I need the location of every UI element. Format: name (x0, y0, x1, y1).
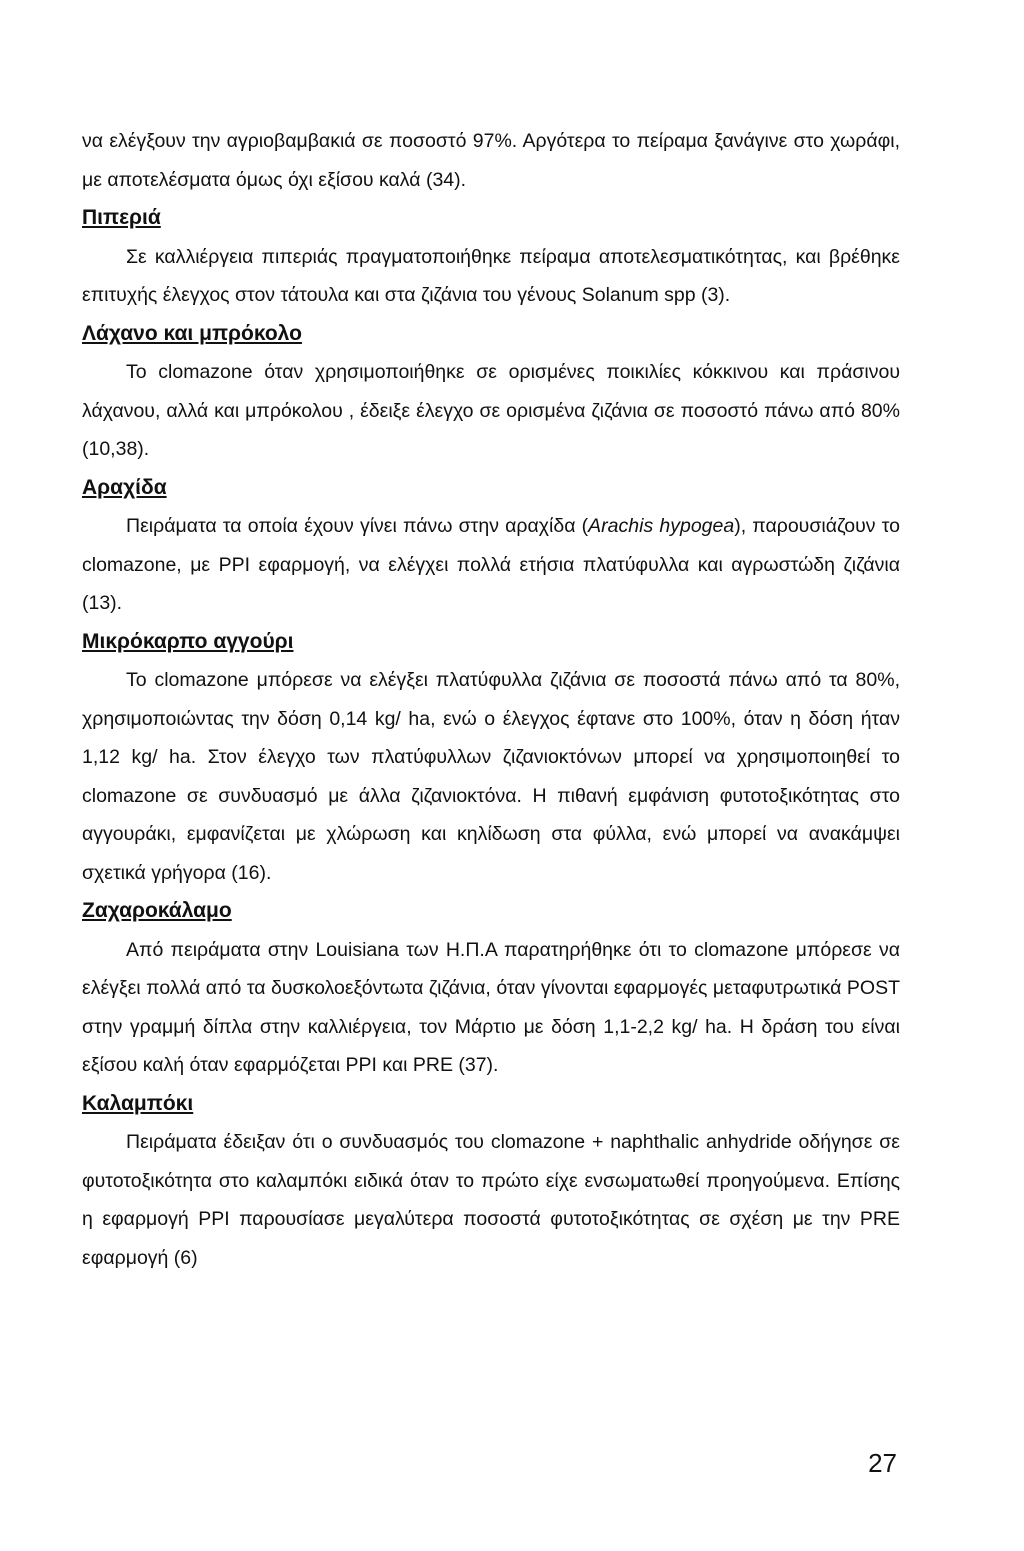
intro-paragraph: να ελέγξουν την αγριοβαμβακιά σε ποσοστό 97%. Αργότερα το πείραμα ξανάγινε στο χωράφι, με αποτελέσματα όμως όχι εξίσου καλά (34). (82, 130, 900, 191)
section-heading-peanut: Αραχίδα (82, 475, 167, 499)
peanut-text-before: Πειράματα τα οποία έχουν γίνει πάνω στην αραχίδα ( (126, 515, 589, 537)
peanut-scientific-name: Arachis hypogea (588, 515, 735, 537)
page-body (82, 122, 900, 1277)
section-text-sugarcane: Από πειράματα στην Louisiana των Η.Π.Α παρατηρήθηκε ότι το clomazone μπόρεσε να ελέγξει πολλά από τα δυσκολοεξόντωτα ζιζάνια, όταν γίνονται εφαρμογές μεταφυτρωτικά POST στην γραμμή δίπλα στην καλλιέργεια, τον Μάρτιο με δόση 1,1-2,2 kg/ ha. Η δράση του είναι εξίσου καλή όταν εφαρμόζεται PPI και PRE (37). (82, 938, 900, 1076)
section-heading-pepper: Πιπεριά (82, 206, 161, 229)
section-heading-corn: Καλαμπόκι (82, 1091, 194, 1115)
section-text-peanut (82, 507, 900, 623)
section-text-cabbage-broccoli: Το clomazone όταν χρησιμοποιήθηκε σε ορισμένες ποικιλίες κόκκινου και πράσινου λάχανου, αλλά και μπρόκολου , έδειξε έλεγχο σε ορισμένα ζιζάνια σε ποσοστό πάνω από 80% (10,38). (82, 361, 900, 460)
page-number: 27 (868, 1448, 897, 1478)
section-heading-cabbage-broccoli: Λάχανο και μπρόκολο (82, 321, 302, 345)
section-text-cucumber: Το clomazone μπόρεσε να ελέγξει πλατύφυλλα ζιζάνια σε ποσοστά πάνω από τα 80%, χρησιμοποιώντας την δόση 0,14 kg/ ha, ενώ ο έλεγχος έφτανε στο 100%, όταν η δόση ήταν 1,12 kg/ ha. Στον έλεγχο των πλατύφυλλων ζιζανιοκτόνων μπορεί να χρησιμοποιηθεί το clomazone σε συνδυασμό με άλλα ζιζανιοκτόνα. Η πιθανή εμφάνιση φυτοτοξικότητας στο αγγουράκι, εμφανίζεται με χλώρωση και κηλίδωση στα φύλλα, ενώ μπορεί να ανακάμψει σχετικά γρήγορα (16). (82, 669, 900, 884)
peanut-text-after: ), παρουσιάζουν το clomazone, με PPI εφαρμογή, να ελέγχει πολλά ετήσια πλατύφυλλα και αγρωστώδη ζιζάνια (13). (82, 515, 900, 614)
section-heading-cucumber: Μικρόκαρπο αγγούρι (82, 629, 294, 653)
section-text-corn: Πειράματα έδειξαν ότι ο συνδυασμός του clomazone + naphthalic anhydride οδήγησε σε φυτοτοξικότητα στο καλαμπόκι ειδικά όταν το πρώτο είχε ενσωματωθεί προηγούμενα. Επίσης η εφαρμογή PPI παρουσίασε μεγαλύτερα ποσοστά φυτοτοξικότητας σε σχέση με την PRE εφαρμογή (6) (82, 1131, 900, 1269)
section-heading-sugarcane: Ζαχαροκάλαμο (82, 899, 232, 922)
section-text-pepper: Σε καλλιέργεια πιπεριάς πραγματοποιήθηκε πείραμα αποτελεσματικότητας, και βρέθηκε επιτυχής έλεγχος στον τάτουλα και στα ζιζάνια του γένους Solanum spp (3). (82, 245, 900, 306)
